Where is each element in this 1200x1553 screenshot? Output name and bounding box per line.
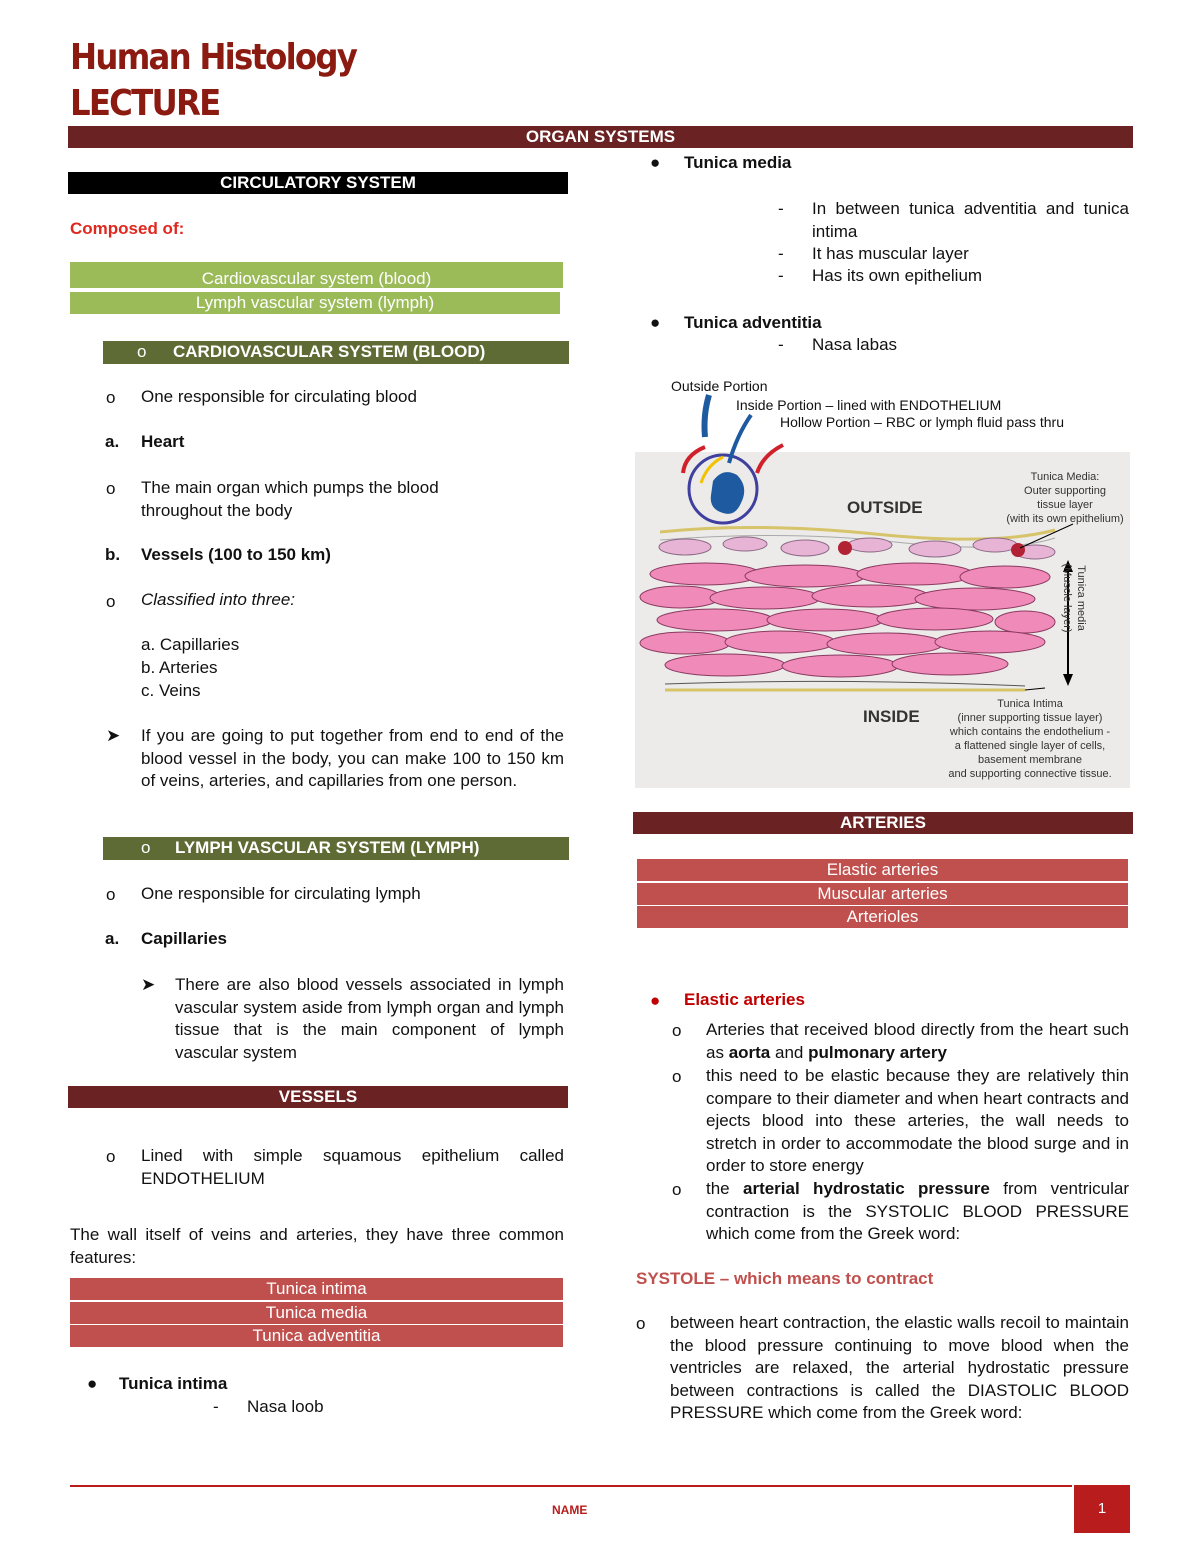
adventitia-sub: Nasa labas <box>812 335 898 354</box>
circle-bullet-icon: o <box>106 885 116 904</box>
callout-line: Tunica media <box>1075 565 1087 631</box>
heart-heading: Heart <box>141 432 185 451</box>
endothelium-text: Lined with simple squamous epithelium called ENDOTHELIUM <box>141 1146 564 1188</box>
circulatory-heading: CIRCULATORY SYSTEM <box>68 172 568 194</box>
adventitia-heading: Tunica adventitia <box>684 313 822 332</box>
cardio-heading <box>103 341 569 364</box>
elastic-point <box>706 1178 1129 1246</box>
diastole-text: between heart contraction, the elastic walls recoil to maintain the blood pressure continuing to move blood when the ventricles are relaxed, the arterial hydrostatic pressure between contractions is called the DIASTOLIC BLOOD PRESSURE which come from the Greek word: <box>670 1313 1129 1423</box>
circle-bullet-icon: o <box>106 592 116 611</box>
wall-text: The wall itself of veins and arteries, they have three common features: <box>70 1225 564 1267</box>
disc-bullet-icon: ● <box>650 313 661 332</box>
circle-bullet-icon: o <box>141 838 151 857</box>
text-run: and <box>770 1042 809 1062</box>
vessels-section-heading: VESSELS <box>68 1086 568 1108</box>
elastic-point <box>706 1019 1129 1064</box>
composed-item: Cardiovascular system (blood) <box>70 262 563 290</box>
class-item: b. Arteries <box>141 658 218 677</box>
heart-point: The main organ which pumps the blood throughout the body <box>141 478 439 520</box>
cardio-heading-text: CARDIOVASCULAR SYSTEM (BLOOD) <box>173 342 486 361</box>
text-run: the <box>706 1179 743 1198</box>
arrow-bullet-icon: ➤ <box>141 975 156 994</box>
callout-line: Tunica Intima <box>997 698 1063 710</box>
circle-bullet-icon: o <box>672 1067 682 1086</box>
inside-portion-label: Inside Portion – lined with ENDOTHELIUM <box>736 397 1002 413</box>
composed-item: Lymph vascular system (lymph) <box>70 292 560 314</box>
callout-line: tissue layer <box>1037 499 1093 511</box>
dash-bullet-icon: - <box>778 199 784 218</box>
arteries-table <box>637 859 1128 930</box>
circle-bullet-icon: o <box>106 388 116 407</box>
circle-bullet-icon: o <box>636 1314 646 1333</box>
callout-line: basement membrane <box>978 754 1082 766</box>
footer-name: NAME <box>552 1503 588 1517</box>
systole-heading: SYSTOLE – which means to contract <box>636 1269 934 1288</box>
media-point: Has its own epithelium <box>812 266 983 285</box>
capillaries-label: a. <box>105 929 120 948</box>
lymph-note: There are also blood vessels associated in lymph vascular system aside from lymph organ and lymph tissue that is the main component of lymph vascular system <box>175 975 564 1062</box>
media-callout <box>995 470 1135 526</box>
disc-bullet-icon: ● <box>650 991 661 1010</box>
composed-label: Composed of: <box>70 219 185 238</box>
doc-title: Human Histology <box>70 37 357 78</box>
circle-bullet-icon: o <box>672 1021 682 1040</box>
callout-line: and supporting connective tissue. <box>948 768 1112 780</box>
disc-bullet-icon: ● <box>87 1374 98 1393</box>
media-point: In between tunica adventitia and tunica intima <box>812 199 1129 241</box>
capillaries-heading: Capillaries <box>141 929 227 948</box>
circle-bullet-icon: o <box>106 479 116 498</box>
media-heading: Tunica media <box>684 153 792 172</box>
callout-line: (Muscle layer) <box>1061 563 1073 633</box>
classified-text: Classified into three: <box>141 590 296 609</box>
hollow-portion-label: Hollow Portion – RBC or lymph fluid pass thru <box>780 414 1065 430</box>
composed-table <box>70 262 563 315</box>
circle-bullet-icon: o <box>106 1147 116 1166</box>
lymph-point: One responsible for circulating lymph <box>141 884 421 903</box>
dash-bullet-icon: - <box>213 1397 219 1416</box>
callout-line: which contains the endothelium - <box>949 726 1111 738</box>
circle-bullet-icon: o <box>137 342 147 361</box>
lymph-heading-text: LYMPH VASCULAR SYSTEM (LYMPH) <box>175 838 480 857</box>
inside-label: INSIDE <box>863 707 920 726</box>
elastic-point: this need to be elastic because they are relatively thin compare to their diameter and when heart contracts and ejects blood into these arteries, the wall needs to stretch in order to accommodate the blood surge and in order to store energy <box>706 1066 1129 1176</box>
intima-callout <box>935 697 1125 781</box>
dash-bullet-icon: - <box>778 266 784 285</box>
annotation-drawing <box>665 385 805 530</box>
doc-subtitle: LECTURE <box>70 83 220 124</box>
dash-bullet-icon: - <box>778 335 784 354</box>
lymph-heading <box>103 837 569 860</box>
text-run: from ventricular contraction is the SYSTOLIC BLOOD PRESSURE which come from the Greek word: <box>706 1179 1130 1244</box>
intima-heading: Tunica intima <box>119 1374 228 1393</box>
vessels-heading: Vessels (100 to 150 km) <box>141 545 331 564</box>
artery-type: Muscular arteries <box>637 883 1128 905</box>
footer-line <box>70 1485 1072 1487</box>
arteries-heading: ARTERIES <box>633 812 1133 834</box>
tunic-item: Tunica intima <box>70 1278 563 1300</box>
callout-line: (with its own epithelium) <box>1006 513 1124 525</box>
section-banner: ORGAN SYSTEMS <box>68 126 1133 148</box>
callout-line: Outer supporting <box>1024 485 1106 497</box>
text-run: pulmonary artery <box>808 1042 947 1062</box>
media-vertical-callout <box>1060 560 1088 636</box>
callout-line: (inner supporting tissue layer) <box>957 712 1103 724</box>
disc-bullet-icon: ● <box>650 153 661 172</box>
outside-label: OUTSIDE <box>847 498 923 517</box>
artery-type: Elastic arteries <box>637 859 1128 881</box>
tunic-item: Tunica media <box>70 1302 563 1324</box>
callout-line: a flattened single layer of cells, <box>954 740 1106 752</box>
text-run: arterial hydrostatic pressure <box>743 1179 990 1198</box>
outside-portion-label: Outside Portion <box>671 378 768 394</box>
arrow-bullet-icon: ➤ <box>106 726 121 745</box>
cardio-point: One responsible for circulating blood <box>141 387 417 406</box>
heart-label: a. <box>105 432 120 451</box>
class-item: a. Capillaries <box>141 635 240 654</box>
artery-type: Arterioles <box>637 906 1128 928</box>
media-point: It has muscular layer <box>812 244 969 263</box>
tunics-table <box>70 1278 563 1349</box>
text-run: Arteries that received blood directly from the heart such as <box>706 1020 1129 1062</box>
intima-sub: Nasa loob <box>247 1397 324 1416</box>
text-run: aorta <box>728 1042 771 1062</box>
elastic-heading: Elastic arteries <box>684 990 805 1009</box>
dash-bullet-icon: - <box>778 244 784 263</box>
circle-bullet-icon: o <box>672 1180 682 1199</box>
vessels-label: b. <box>105 545 121 564</box>
page-number: 1 <box>1074 1485 1130 1533</box>
arrow-note: If you are going to put together from end to end of the blood vessel in the body, you can make 100 to 150 km of veins, arteries, and capillaries from one person. <box>141 726 564 791</box>
tunic-item: Tunica adventitia <box>70 1325 563 1347</box>
class-item: c. Veins <box>141 681 201 700</box>
callout-line: Tunica Media: <box>1030 471 1100 483</box>
